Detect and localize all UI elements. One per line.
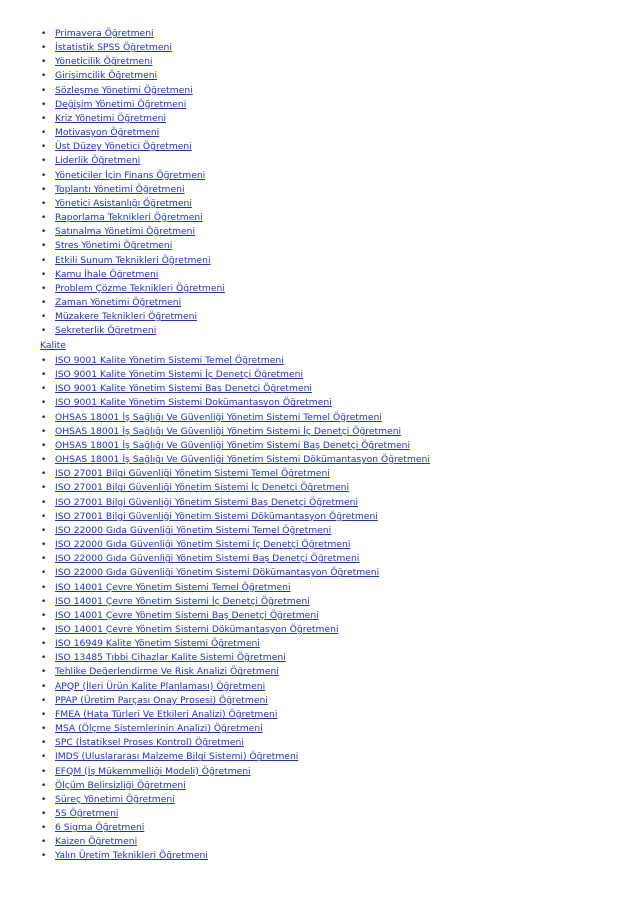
course-link[interactable]: ISO 27001 Bilgi Güvenliği Yönetim Sistemi İç Denetçi Öğretmeni bbox=[55, 482, 350, 494]
bullet-icon: • bbox=[41, 540, 47, 551]
bullet-icon: • bbox=[41, 326, 47, 337]
bullet-icon: • bbox=[41, 497, 47, 508]
bullet-icon: • bbox=[41, 823, 47, 834]
course-link[interactable]: 6 Sigma Öğretmeni bbox=[55, 822, 145, 834]
course-link[interactable]: Değişim Yönetimi Öğretmeni bbox=[55, 98, 187, 110]
bullet-icon: • bbox=[41, 426, 47, 437]
bullet-icon: • bbox=[41, 766, 47, 777]
course-link[interactable]: Girişimcilik Öğretmeni bbox=[55, 70, 158, 82]
course-link[interactable]: ISO 14001 Çevre Yönetim Sistemi İç Denetçi Öğretmeni bbox=[55, 595, 310, 607]
course-link[interactable]: ISO 14001 Çevre Yönetim Sistemi Baş Denetçi Öğretmeni bbox=[55, 609, 319, 621]
bullet-icon: • bbox=[41, 198, 47, 209]
course-link[interactable]: Yalın Üretim Teknikleri Öğretmeni bbox=[55, 850, 208, 862]
course-link[interactable]: Problem Çözme Teknikleri Öğretmeni bbox=[55, 282, 225, 294]
bullet-icon: • bbox=[41, 695, 47, 706]
course-link[interactable]: OHSAS 18001 İş Sağlığı Ve Güvenliği Yönetim Sistemi Baş Denetçi Öğretmeni bbox=[55, 439, 411, 451]
course-link[interactable]: Raporlama Teknikleri Öğretmeni bbox=[55, 212, 203, 224]
bullet-icon: • bbox=[41, 709, 47, 720]
bullet-icon: • bbox=[41, 596, 47, 607]
course-link[interactable]: ISO 22000 Gıda Güvenliği Yönetim Sistemi İç Denetçi Öğretmeni bbox=[55, 539, 351, 551]
course-link[interactable]: ISO 16949 Kalite Yönetim Sistemi Öğretmeni bbox=[55, 638, 260, 650]
course-link[interactable]: IMDS (Uluslararası Malzeme Bilgi Sistemi) Öğretmeni bbox=[55, 751, 299, 763]
course-link[interactable]: ISO 9001 Kalite Yönetim Sistemi Dokümantasyon Öğretmeni bbox=[55, 397, 332, 409]
course-link[interactable]: OHSAS 18001 İş Sağlığı Ve Güvenliği Yönetim Sistemi Temel Öğretmeni bbox=[55, 411, 382, 423]
course-link[interactable]: Etkili Sunum Teknikleri Öğretmeni bbox=[55, 254, 211, 266]
course-link[interactable]: EFQM (İş Mükemmelliği Modeli) Öğretmeni bbox=[55, 765, 251, 777]
course-link[interactable]: Müzakere Teknikleri Öğretmeni bbox=[55, 311, 198, 323]
course-link[interactable]: Yöneticilik Öğretmeni bbox=[55, 56, 153, 68]
bullet-icon: • bbox=[41, 57, 47, 68]
bullet-icon: • bbox=[41, 113, 47, 124]
section-heading-kalite[interactable]: Kalite bbox=[40, 340, 66, 351]
course-link[interactable]: Zaman Yönetimi Öğretmeni bbox=[55, 296, 182, 308]
bullet-icon: • bbox=[41, 568, 47, 579]
course-link[interactable]: Satınalma Yönetimi Öğretmeni bbox=[55, 226, 196, 238]
bullet-icon: • bbox=[41, 809, 47, 819]
bullet-icon: • bbox=[41, 227, 47, 238]
bullet-icon: • bbox=[41, 255, 47, 266]
course-link[interactable]: FMEA (Hata Türleri Ve Etkileri Analizi) Öğretmeni bbox=[55, 708, 278, 720]
bullet-icon: • bbox=[41, 794, 47, 805]
bullet-icon: • bbox=[41, 85, 47, 96]
course-link[interactable]: Yöneticiler İçin Finans Öğretmeni bbox=[55, 169, 206, 181]
course-link[interactable]: Kamu İhale Öğretmeni bbox=[55, 268, 159, 280]
course-link[interactable]: ISO 14001 Çevre Yönetim Sistemi Temel Öğretmeni bbox=[55, 581, 291, 593]
bullet-icon: • bbox=[41, 283, 47, 294]
bullet-icon: • bbox=[41, 851, 47, 862]
bullet-icon: • bbox=[41, 29, 47, 39]
bullet-icon: • bbox=[41, 384, 47, 395]
course-link[interactable]: Kaizen Öğretmeni bbox=[55, 836, 138, 848]
bullet-icon: • bbox=[41, 624, 47, 635]
bullet-icon: • bbox=[41, 724, 47, 735]
bullet-icon: • bbox=[41, 370, 47, 381]
bullet-icon: • bbox=[41, 738, 47, 749]
course-link[interactable]: 5S Öğretmeni bbox=[55, 808, 119, 819]
course-link[interactable]: Stres Yönetimi Öğretmeni bbox=[55, 240, 173, 252]
course-link[interactable]: Kriz Yönetimi Öğretmeni bbox=[55, 112, 167, 124]
bullet-icon: • bbox=[41, 312, 47, 323]
bullet-icon: • bbox=[41, 780, 47, 791]
bullet-icon: • bbox=[41, 412, 47, 423]
course-link[interactable]: Motivasyon Öğretmeni bbox=[55, 127, 160, 139]
bullet-icon: • bbox=[41, 667, 47, 678]
bullet-icon: • bbox=[41, 99, 47, 110]
course-link[interactable]: Primavera Öğretmeni bbox=[55, 28, 154, 39]
course-link[interactable]: ISO 22000 Gıda Güvenliği Yönetim Sistemi Dökümantasyon Öğretmeni bbox=[55, 567, 380, 579]
course-link[interactable]: ISO 27001 Bilgi Güvenliği Yönetim Sistemi Dökümantasyon Öğretmeni bbox=[55, 510, 378, 522]
bullet-icon: • bbox=[41, 525, 47, 536]
course-link[interactable]: Ölçüm Belirsizliği Öğretmeni bbox=[55, 779, 186, 791]
course-link[interactable]: ISO 9001 Kalite Yönetim Sistemi Baş Denetçi Öğretmeni bbox=[55, 383, 312, 395]
course-link[interactable]: ISO 14001 Çevre Yönetim Sistemi Dökümantasyon Öğretmeni bbox=[55, 623, 339, 635]
bullet-icon: • bbox=[41, 681, 47, 692]
course-link[interactable]: Sözleşme Yönetimi Öğretmeni bbox=[55, 84, 193, 96]
bullet-icon: • bbox=[41, 455, 47, 466]
bullet-icon: • bbox=[41, 483, 47, 494]
bullet-icon: • bbox=[41, 837, 47, 848]
course-link[interactable]: ISO 9001 Kalite Yönetim Sistemi İç Denetçi Öğretmeni bbox=[55, 369, 304, 381]
bullet-icon: • bbox=[41, 610, 47, 621]
course-link[interactable]: ISO 9001 Kalite Yönetim Sistemi Temel Öğretmeni bbox=[55, 355, 284, 366]
course-link[interactable]: Süreç Yönetimi Öğretmeni bbox=[55, 793, 175, 805]
bullet-icon: • bbox=[41, 752, 47, 763]
bullet-icon: • bbox=[41, 356, 47, 366]
course-link[interactable]: Sekreterlik Öğretmeni bbox=[55, 325, 157, 337]
course-link[interactable]: OHSAS 18001 İş Sağlığı Ve Güvenliği Yönetim Sistemi İç Denetçi Öğretmeni bbox=[55, 425, 402, 437]
course-link[interactable]: Üst Düzey Yönetici Öğretmeni bbox=[55, 141, 192, 153]
course-link[interactable]: MSA (Ölçme Sistemlerinin Analizi) Öğretmeni bbox=[55, 723, 263, 735]
bullet-icon: • bbox=[41, 582, 47, 593]
course-link[interactable]: Yönetici Asistanlığı Öğretmeni bbox=[55, 197, 192, 209]
bullet-icon: • bbox=[41, 297, 47, 308]
bullet-icon: • bbox=[41, 469, 47, 480]
bullet-icon: • bbox=[41, 440, 47, 451]
bullet-icon: • bbox=[41, 213, 47, 224]
bullet-icon: • bbox=[41, 511, 47, 522]
bullet-icon: • bbox=[41, 128, 47, 139]
bullet-icon: • bbox=[41, 639, 47, 650]
course-link[interactable]: APQP (İleri Ürün Kalite Planlaması) Öğretmeni bbox=[55, 680, 266, 692]
course-link[interactable]: Tehlike Değerlendirme Ve Risk Analizi Öğretmeni bbox=[55, 666, 279, 678]
bullet-icon: • bbox=[41, 43, 47, 54]
bullet-icon: • bbox=[41, 156, 47, 167]
course-link[interactable]: ISO 22000 Gıda Güvenliği Yönetim Sistemi Baş Denetçi Öğretmeni bbox=[55, 553, 360, 565]
course-link[interactable]: ISO 27001 Bilgi Güvenliği Yönetim Sistemi Baş Denetçi Öğretmeni bbox=[55, 496, 359, 508]
course-link[interactable]: ISO 27001 Bilgi Güvenliği Yönetim Sistemi Temel Öğretmeni bbox=[55, 468, 330, 480]
course-link[interactable]: Toplantı Yönetimi Öğretmeni bbox=[55, 183, 185, 195]
bullet-icon: • bbox=[41, 241, 47, 252]
bullet-icon: • bbox=[41, 269, 47, 280]
course-link[interactable]: ISO 22000 Gıda Güvenliği Yönetim Sistemi Temel Öğretmeni bbox=[55, 524, 332, 536]
course-link[interactable]: SPC (İstatiksel Proses Kontrol) Öğretmeni bbox=[55, 737, 244, 749]
bullet-icon: • bbox=[41, 554, 47, 565]
bullet-icon: • bbox=[41, 398, 47, 409]
bullet-icon: • bbox=[41, 653, 47, 664]
bullet-icon: • bbox=[41, 142, 47, 153]
bullet-icon: • bbox=[41, 184, 47, 195]
bullet-icon: • bbox=[41, 71, 47, 82]
course-link[interactable]: OHSAS 18001 İş Sağlığı Ve Güvenliği Yönetim Sistemi Dökümantasyon Öğretmeni bbox=[55, 454, 430, 466]
bullet-icon: • bbox=[41, 170, 47, 181]
course-link[interactable]: ISO 13485 Tıbbi Cihazlar Kalite Sistemi Öğretmeni bbox=[55, 652, 286, 664]
course-link[interactable]: PPAP (Üretim Parçası Onay Prosesi) Öğretmeni bbox=[55, 694, 268, 706]
course-link[interactable]: İstatistik SPSS Öğretmeni bbox=[55, 42, 172, 54]
course-link[interactable]: Liderlik Öğretmeni bbox=[55, 155, 141, 167]
